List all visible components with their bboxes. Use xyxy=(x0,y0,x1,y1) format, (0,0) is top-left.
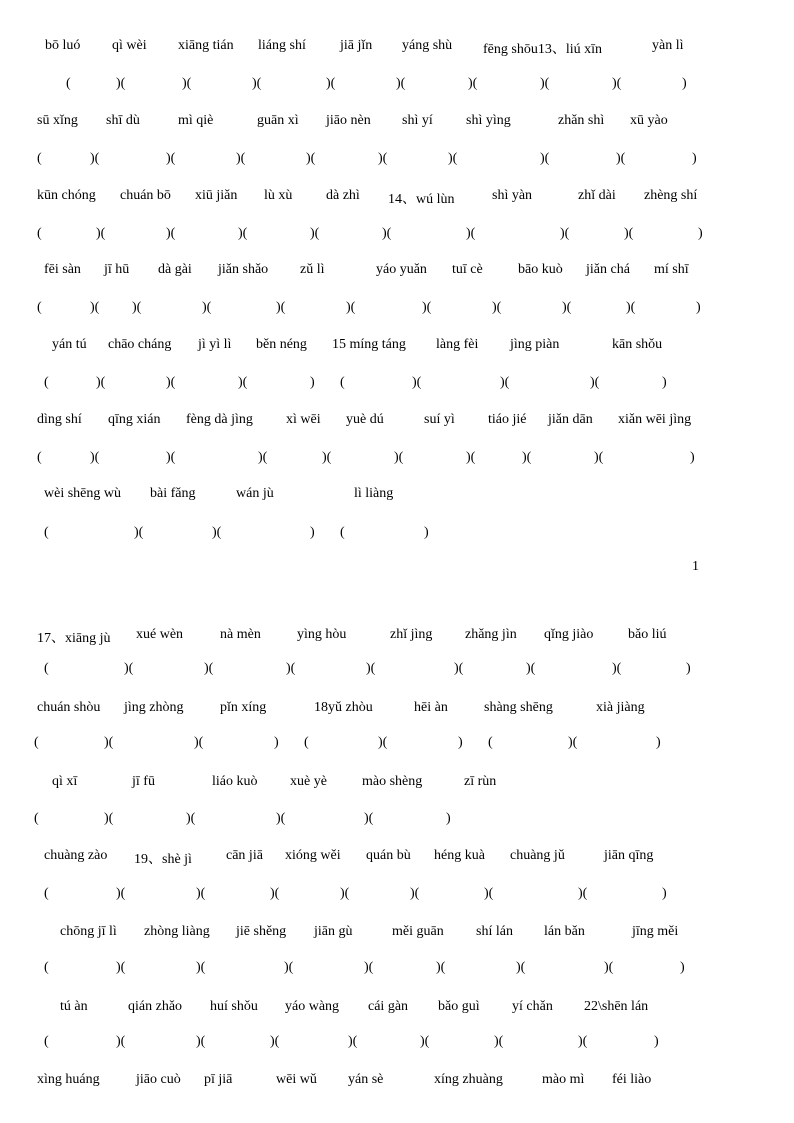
answer-bracket[interactable]: ) xyxy=(654,1034,659,1049)
pinyin-word: jiǎn shǎo xyxy=(218,262,269,277)
pinyin-word: xióng wěi xyxy=(285,848,341,863)
answer-bracket[interactable]: )( xyxy=(346,300,356,315)
answer-bracket[interactable]: )( xyxy=(252,76,262,91)
answer-bracket[interactable]: )( xyxy=(578,886,588,901)
pinyin-word: běn néng xyxy=(256,337,307,352)
answer-bracket[interactable]: ) xyxy=(690,450,695,465)
pinyin-word: chāo cháng xyxy=(108,337,172,352)
pinyin-word: cān jiā xyxy=(226,848,263,863)
answer-bracket[interactable]: ) xyxy=(680,960,685,975)
pinyin-word: zhǐ dài xyxy=(578,188,616,203)
pinyin-word: hēi àn xyxy=(414,700,448,715)
pinyin-word: měi guān xyxy=(392,924,444,939)
answer-bracket[interactable]: )( xyxy=(212,525,222,540)
pinyin-word: tuī cè xyxy=(452,262,483,277)
pinyin-word: xìng huáng xyxy=(37,1072,100,1087)
pinyin-word: xiāng tián xyxy=(178,38,234,53)
answer-bracket[interactable]: )( xyxy=(410,886,420,901)
answer-bracket[interactable]: )( xyxy=(616,151,626,166)
pinyin-word: jiǎn dān xyxy=(548,412,593,427)
pinyin-word: chuàng jǔ xyxy=(510,848,565,863)
pinyin-word: wán jù xyxy=(236,486,274,501)
answer-bracket[interactable]: ) xyxy=(656,735,661,750)
answer-bracket[interactable]: ) xyxy=(310,375,315,390)
answer-bracket[interactable]: )( xyxy=(276,811,286,826)
answer-bracket[interactable]: )( xyxy=(132,300,142,315)
answer-bracket[interactable]: )( xyxy=(258,450,268,465)
answer-bracket[interactable]: )( xyxy=(412,375,422,390)
answer-bracket[interactable]: ) xyxy=(682,76,687,91)
pinyin-word: 18yǔ zhòu xyxy=(314,700,373,715)
pinyin-word: kān shǒu xyxy=(612,337,663,352)
answer-bracket[interactable]: )( xyxy=(270,1034,280,1049)
pinyin-word: yáo yuǎn xyxy=(376,262,427,277)
answer-bracket[interactable]: )( xyxy=(560,226,570,241)
answer-bracket[interactable]: ( xyxy=(44,375,49,390)
pinyin-word: yàn lì xyxy=(652,38,684,53)
pinyin-word: chuán shòu xyxy=(37,700,101,715)
answer-bracket[interactable]: )( xyxy=(468,76,478,91)
pinyin-word: shì yí xyxy=(402,113,433,128)
answer-bracket[interactable]: )( xyxy=(436,960,446,975)
pinyin-word: jìng zhòng xyxy=(124,700,184,715)
answer-bracket[interactable]: )( xyxy=(366,661,376,676)
answer-bracket[interactable]: ) xyxy=(662,375,667,390)
answer-bracket[interactable]: )( xyxy=(422,300,432,315)
pinyin-word: nà mèn xyxy=(220,627,261,642)
answer-bracket[interactable]: ( xyxy=(44,960,49,975)
pinyin-word: lán bǎn xyxy=(544,924,585,939)
pinyin-word: liáo kuò xyxy=(212,774,258,789)
pinyin-word: làng fèi xyxy=(436,337,479,352)
answer-bracket[interactable]: )( xyxy=(166,375,176,390)
answer-bracket[interactable]: )( xyxy=(306,151,316,166)
answer-bracket[interactable]: )( xyxy=(382,226,392,241)
answer-bracket[interactable]: ( xyxy=(37,300,42,315)
answer-bracket[interactable]: )( xyxy=(522,450,532,465)
answer-bracket[interactable]: )( xyxy=(116,1034,126,1049)
pinyin-word: tú àn xyxy=(60,999,88,1014)
answer-bracket[interactable]: ( xyxy=(44,525,49,540)
answer-bracket[interactable]: )( xyxy=(454,661,464,676)
pinyin-word: qián zhǎo xyxy=(128,999,183,1014)
pinyin-word: jìng piàn xyxy=(510,337,560,352)
pinyin-word: chuán bō xyxy=(120,188,171,203)
pinyin-word: fēng shōu13、liú xīn xyxy=(483,42,602,57)
answer-bracket[interactable]: )( xyxy=(116,960,126,975)
pinyin-word: zhǐ jìng xyxy=(390,627,433,642)
answer-bracket[interactable]: ( xyxy=(44,886,49,901)
pinyin-word: zhǎng jìn xyxy=(465,627,517,642)
pinyin-word: yáo wàng xyxy=(285,999,340,1014)
answer-bracket[interactable]: )( xyxy=(348,1034,358,1049)
pinyin-word: jī hū xyxy=(104,262,130,277)
pinyin-word: 14、wú lùn xyxy=(388,192,455,207)
pinyin-word: zī rùn xyxy=(464,774,497,789)
answer-bracket[interactable]: )( xyxy=(204,661,214,676)
answer-bracket[interactable]: )( xyxy=(310,226,320,241)
answer-bracket[interactable]: )( xyxy=(196,960,206,975)
pinyin-word: bǎo guì xyxy=(438,999,480,1014)
answer-bracket[interactable]: )( xyxy=(104,735,114,750)
pinyin-word: xiū jiǎn xyxy=(195,188,238,203)
answer-bracket[interactable]: ) xyxy=(692,151,697,166)
answer-bracket[interactable]: ( xyxy=(34,811,39,826)
pinyin-word: shī dù xyxy=(106,113,140,128)
pinyin-word: xiǎn wēi jìng xyxy=(618,412,692,427)
answer-bracket[interactable]: )( xyxy=(378,151,388,166)
answer-bracket[interactable]: ( xyxy=(66,76,71,91)
pinyin-word: mí shī xyxy=(654,262,689,277)
answer-bracket[interactable]: )( xyxy=(396,76,406,91)
pinyin-word: yuè dú xyxy=(346,412,384,427)
pinyin-word: wēi wǔ xyxy=(276,1072,317,1087)
pinyin-word: bǎo liú xyxy=(628,627,667,642)
pinyin-word: zǔ lì xyxy=(300,262,325,277)
answer-bracket[interactable]: ( xyxy=(340,375,345,390)
pinyin-word: shí lán xyxy=(476,924,513,939)
pinyin-word: xuè yè xyxy=(290,774,327,789)
answer-bracket[interactable]: )( xyxy=(590,375,600,390)
pinyin-word: jiāo cuò xyxy=(136,1072,181,1087)
pinyin-word: qì wèi xyxy=(112,38,147,53)
answer-bracket[interactable]: )( xyxy=(378,735,388,750)
answer-bracket[interactable]: )( xyxy=(238,226,248,241)
pinyin-word: xū yào xyxy=(630,113,668,128)
answer-bracket[interactable]: )( xyxy=(612,661,622,676)
pinyin-word: bài fǎng xyxy=(150,486,196,501)
answer-bracket[interactable]: ) xyxy=(698,226,703,241)
answer-bracket[interactable]: ( xyxy=(44,661,49,676)
pinyin-word: dà zhì xyxy=(326,188,360,203)
pinyin-word: wèi shēng wù xyxy=(44,486,121,501)
pinyin-word: mào mì xyxy=(542,1072,585,1087)
pinyin-word: chōng jī lì xyxy=(60,924,117,939)
answer-bracket[interactable]: )( xyxy=(448,151,458,166)
pinyin-word: dà gài xyxy=(158,262,192,277)
answer-bracket[interactable]: )( xyxy=(604,960,614,975)
answer-bracket[interactable]: )( xyxy=(104,811,114,826)
answer-bracket[interactable]: )( xyxy=(364,811,374,826)
answer-bracket[interactable]: ( xyxy=(37,450,42,465)
pinyin-word: jī fū xyxy=(132,774,155,789)
answer-bracket[interactable]: ) xyxy=(310,525,315,540)
answer-bracket[interactable]: ) xyxy=(458,735,463,750)
answer-bracket[interactable]: )( xyxy=(484,886,494,901)
pinyin-word: jiā jǐn xyxy=(340,38,373,53)
pinyin-word: bō luó xyxy=(45,38,81,53)
pinyin-word: pǐn xíng xyxy=(220,700,267,715)
pinyin-word: cái gàn xyxy=(368,999,409,1014)
answer-bracket[interactable]: )( xyxy=(134,525,144,540)
pinyin-word: zhèng shí xyxy=(644,188,698,203)
pinyin-word: shì yìng xyxy=(466,113,511,128)
pinyin-word: mào shèng xyxy=(362,774,423,789)
answer-bracket[interactable]: )( xyxy=(578,1034,588,1049)
pinyin-word: sū xǐng xyxy=(37,113,78,128)
answer-bracket[interactable]: )( xyxy=(96,226,106,241)
answer-bracket[interactable]: )( xyxy=(202,300,212,315)
answer-bracket[interactable]: )( xyxy=(90,151,100,166)
pinyin-word: jì yì lì xyxy=(198,337,232,352)
answer-bracket[interactable]: )( xyxy=(594,450,604,465)
answer-bracket[interactable]: ( xyxy=(37,226,42,241)
pinyin-word: zhòng liàng xyxy=(144,924,210,939)
pinyin-word: chuàng zào xyxy=(44,848,108,863)
pinyin-word: jiāo nèn xyxy=(326,113,371,128)
answer-bracket[interactable]: )( xyxy=(286,661,296,676)
answer-bracket[interactable]: )( xyxy=(568,735,578,750)
answer-bracket[interactable]: )( xyxy=(116,886,126,901)
answer-bracket[interactable]: )( xyxy=(270,886,280,901)
pinyin-word: yán tú xyxy=(52,337,87,352)
answer-bracket[interactable]: )( xyxy=(526,661,536,676)
pinyin-word: jiān qīng xyxy=(604,848,654,863)
pinyin-word: huí shǒu xyxy=(210,999,258,1014)
answer-bracket[interactable]: )( xyxy=(420,1034,430,1049)
answer-bracket[interactable]: )( xyxy=(186,811,196,826)
answer-bracket[interactable]: )( xyxy=(116,76,126,91)
pinyin-word: lù xù xyxy=(264,188,293,203)
pinyin-word: yìng hòu xyxy=(297,627,347,642)
pinyin-word: 19、shè jì xyxy=(134,852,192,867)
answer-bracket[interactable]: )( xyxy=(194,735,204,750)
answer-bracket[interactable]: )( xyxy=(326,76,336,91)
answer-bracket[interactable]: )( xyxy=(322,450,332,465)
pinyin-word: xué wèn xyxy=(136,627,184,642)
pinyin-word: xì wēi xyxy=(286,412,321,427)
answer-bracket[interactable]: )( xyxy=(182,76,192,91)
pinyin-word: quán bù xyxy=(366,848,411,863)
answer-bracket[interactable]: )( xyxy=(540,151,550,166)
answer-bracket[interactable]: ) xyxy=(696,300,701,315)
pinyin-word: bāo kuò xyxy=(518,262,563,277)
pinyin-word: 17、xiāng jù xyxy=(37,631,111,646)
answer-bracket[interactable]: ) xyxy=(446,811,451,826)
answer-bracket[interactable]: )( xyxy=(364,960,374,975)
pinyin-word: shì yàn xyxy=(492,188,533,203)
answer-bracket[interactable]: )( xyxy=(624,226,634,241)
answer-bracket[interactable]: ) xyxy=(686,661,691,676)
pinyin-word: pī jiā xyxy=(204,1072,233,1087)
answer-bracket[interactable]: )( xyxy=(196,1034,206,1049)
answer-bracket[interactable]: )( xyxy=(90,300,100,315)
pinyin-word: tiáo jié xyxy=(488,412,527,427)
pinyin-word: yáng shù xyxy=(402,38,453,53)
pinyin-word: féi liào xyxy=(612,1072,652,1087)
answer-bracket[interactable]: )( xyxy=(516,960,526,975)
pinyin-word: liáng shí xyxy=(258,38,306,53)
answer-bracket[interactable]: )( xyxy=(238,375,248,390)
answer-bracket[interactable]: )( xyxy=(466,450,476,465)
answer-bracket[interactable]: )( xyxy=(236,151,246,166)
answer-bracket[interactable]: ( xyxy=(34,735,39,750)
pinyin-word: jiē shěng xyxy=(236,924,287,939)
answer-bracket[interactable]: )( xyxy=(500,375,510,390)
answer-bracket[interactable]: ( xyxy=(340,525,345,540)
pinyin-word: guān xì xyxy=(257,113,299,128)
pinyin-word: 22\shēn lán xyxy=(584,999,649,1014)
answer-bracket[interactable]: ) xyxy=(274,735,279,750)
pinyin-word: mì qiè xyxy=(178,113,214,128)
pinyin-word: yán sè xyxy=(348,1072,384,1087)
pinyin-word: qì xī xyxy=(52,774,78,789)
pinyin-word: xià jiàng xyxy=(596,700,645,715)
answer-bracket[interactable]: )( xyxy=(612,76,622,91)
answer-bracket[interactable]: )( xyxy=(284,960,294,975)
pinyin-word: shàng shēng xyxy=(484,700,553,715)
pinyin-word: zhǎn shì xyxy=(558,113,605,128)
pinyin-word: fèng dà jìng xyxy=(186,412,253,427)
answer-bracket[interactable]: )( xyxy=(626,300,636,315)
answer-bracket[interactable]: ( xyxy=(37,151,42,166)
answer-bracket[interactable]: )( xyxy=(196,886,206,901)
answer-bracket[interactable]: )( xyxy=(166,226,176,241)
pinyin-word: kūn chóng xyxy=(37,188,96,203)
answer-bracket[interactable]: )( xyxy=(166,151,176,166)
answer-bracket[interactable]: ) xyxy=(662,886,667,901)
pinyin-word: fēi sàn xyxy=(44,262,81,277)
pinyin-word: jiān gù xyxy=(314,924,353,939)
answer-bracket[interactable]: ( xyxy=(488,735,493,750)
pinyin-word: dìng shí xyxy=(37,412,82,427)
pinyin-word: héng kuà xyxy=(434,848,485,863)
pinyin-word: suí yì xyxy=(424,412,455,427)
answer-bracket[interactable]: )( xyxy=(276,300,286,315)
answer-bracket[interactable]: )( xyxy=(494,1034,504,1049)
answer-bracket[interactable]: ) xyxy=(424,525,429,540)
pinyin-word: jiǎn chá xyxy=(586,262,630,277)
answer-bracket[interactable]: )( xyxy=(492,300,502,315)
answer-bracket[interactable]: )( xyxy=(540,76,550,91)
answer-bracket[interactable]: )( xyxy=(124,661,134,676)
pinyin-word: 15 míng táng xyxy=(332,337,406,352)
pinyin-word: lì liàng xyxy=(354,486,394,501)
page-number: 1 xyxy=(692,559,699,574)
pinyin-word: qǐng jiào xyxy=(544,627,594,642)
pinyin-word: xíng zhuàng xyxy=(434,1072,503,1087)
pinyin-word: qīng xián xyxy=(108,412,161,427)
answer-bracket[interactable]: ( xyxy=(304,735,309,750)
answer-bracket[interactable]: ( xyxy=(44,1034,49,1049)
answer-bracket[interactable]: )( xyxy=(466,226,476,241)
pinyin-word: yí chǎn xyxy=(512,999,553,1014)
answer-bracket[interactable]: )( xyxy=(394,450,404,465)
answer-bracket[interactable]: )( xyxy=(90,450,100,465)
answer-bracket[interactable]: )( xyxy=(96,375,106,390)
answer-bracket[interactable]: )( xyxy=(166,450,176,465)
answer-bracket[interactable]: )( xyxy=(340,886,350,901)
pinyin-word: jīng měi xyxy=(632,924,679,939)
answer-bracket[interactable]: )( xyxy=(562,300,572,315)
